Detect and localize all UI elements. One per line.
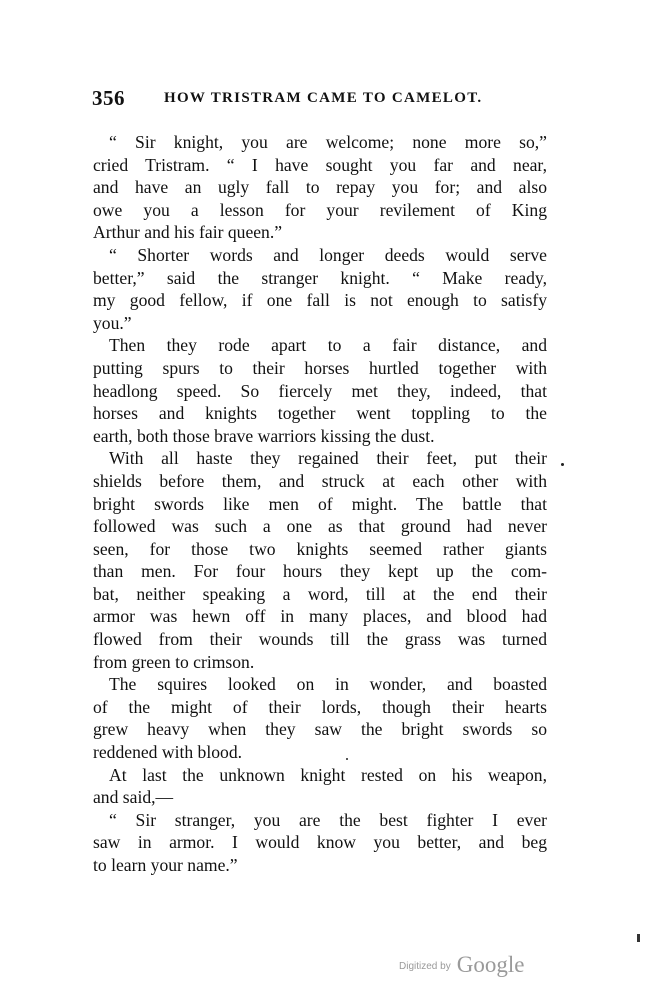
- text-line: At last the unknown knight rested on his weapon,: [109, 764, 547, 785]
- text-line: seen, for those two knights seemed rather giants: [93, 538, 547, 559]
- body-text: [93, 131, 547, 877]
- text-line: better,” said the stranger knight. “ Make ready,: [93, 267, 547, 288]
- text-line: owe you a lesson for your revilement of King: [93, 199, 547, 220]
- text-line: “ Sir knight, you are welcome; none more so,”: [109, 132, 547, 152]
- text-line: Then they rode apart to a fair distance, and: [109, 335, 547, 356]
- text-line: “ Shorter words and longer deeds would serve: [109, 244, 547, 265]
- text-line: armor was hewn off in many places, and blood had: [93, 606, 547, 627]
- text-line: “ Sir stranger, you are the best fighter I ever: [109, 809, 547, 830]
- text-line: shields before them, and struck at each other with: [93, 470, 547, 491]
- text-line: saw in armor. I would know you better, and beg: [93, 832, 547, 853]
- page-number: 356: [92, 86, 125, 110]
- print-speck: [346, 758, 348, 760]
- text-line: you.”: [93, 312, 132, 333]
- text-line: to learn your name.”: [93, 855, 238, 875]
- text-line: of the might of their lords, though their hearts: [93, 696, 547, 717]
- running-head: [92, 86, 542, 114]
- google-logo: Google: [456, 952, 525, 977]
- text-line: putting spurs to their horses hurtled together with: [93, 357, 547, 378]
- text-line: headlong speed. So fiercely met they, indeed, that: [93, 380, 547, 401]
- text-line: and said,—: [93, 787, 174, 808]
- text-line: from green to crimson.: [93, 651, 255, 672]
- text-line: than men. For four hours they kept up the com-: [93, 561, 547, 582]
- text-line: flowed from their wounds till the grass was turned: [93, 629, 547, 650]
- page-edge-mark: [637, 934, 640, 942]
- text-line: and have an ugly fall to repay you for; and also: [93, 177, 547, 198]
- text-line: grew heavy when they saw the bright swords so: [93, 719, 547, 740]
- text-line: horses and knights together went toppling to the: [93, 403, 547, 424]
- digitized-watermark: [399, 952, 524, 978]
- text-line: bat, neither speaking a word, till at the end their: [93, 583, 547, 604]
- running-title: HOW TRISTRAM CAME TO CAMELOT.: [164, 90, 483, 106]
- text-line: cried Tristram. “ I have sought you far and near,: [93, 154, 547, 175]
- print-speck: [561, 463, 564, 466]
- text-line: reddened with blood.: [93, 742, 243, 763]
- text-line: The squires looked on in wonder, and boasted: [109, 674, 547, 695]
- text-line: Arthur and his fair queen.”: [93, 222, 283, 243]
- text-line: my good fellow, if one fall is not enough to satisfy: [93, 290, 547, 311]
- text-line: earth, both those brave warriors kissing the dust.: [93, 425, 435, 446]
- watermark-prefix: Digitized by: [399, 961, 451, 972]
- text-line: followed was such a one as that ground had never: [93, 516, 547, 537]
- text-line: bright swords like men of might. The battle that: [93, 493, 547, 514]
- text-line: With all haste they regained their feet, put their: [109, 448, 547, 469]
